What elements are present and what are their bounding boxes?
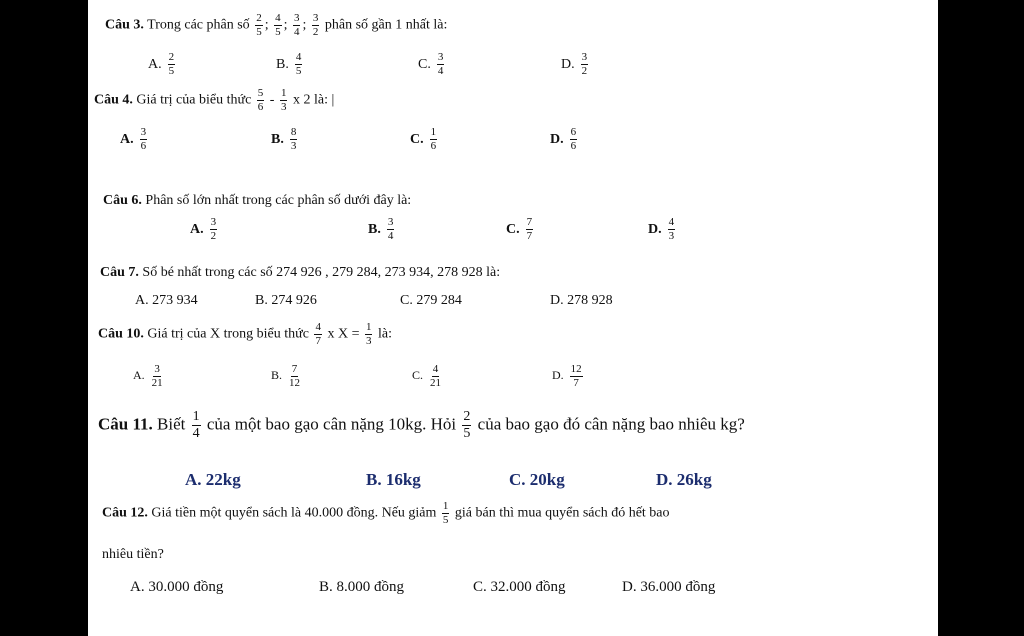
fraction: $\frac{4}{7}$: [315, 321, 321, 347]
option-c[interactable]: C. $\frac{1}{6}$: [410, 126, 437, 152]
question-label: Câu 12.: [102, 505, 148, 521]
fraction: $\frac{1}{3}$: [365, 321, 372, 347]
option-c[interactable]: C. 32.000 đồng: [473, 579, 566, 595]
fraction: $\frac{3}{4}$: [293, 12, 300, 38]
option-d[interactable]: D. 26kg: [656, 470, 712, 489]
question-7: [100, 266, 500, 280]
question-label: Câu 6.: [103, 193, 142, 208]
option-b[interactable]: B. $\frac{3}{4}$: [368, 216, 394, 242]
question-text: Giá trị của X trong biểu thức: [147, 326, 309, 342]
fraction: $\frac{3}{2}$: [312, 12, 319, 38]
option-d[interactable]: D. $\frac{6}{6}$: [550, 126, 577, 152]
option-b[interactable]: B. 274 926: [255, 293, 317, 308]
option-a[interactable]: A. 273 934: [135, 293, 198, 308]
question-text: Phân số lớn nhất trong các phân số dưới đây là:: [145, 193, 412, 208]
question-text: Biết: [157, 414, 186, 434]
option-a[interactable]: A. 22kg: [185, 470, 241, 489]
option-c[interactable]: C. 279 284: [400, 293, 462, 308]
question-text: là:: [377, 326, 392, 342]
question-6: [103, 194, 411, 208]
option-d[interactable]: D. 36.000 đồng: [622, 579, 716, 595]
option-b[interactable]: B. 16kg: [366, 470, 421, 489]
question-11: [98, 410, 745, 441]
option-c[interactable]: C. 20kg: [509, 470, 565, 489]
fraction: $\frac{2}{5}$: [256, 12, 262, 38]
question-text: Số bé nhất trong các số 274 926 , 279 284, 273 934, 278 928 là:: [142, 265, 501, 280]
question-text: của một bao gạo cân nặng 10kg. Hỏi: [206, 414, 457, 434]
option-c[interactable]: C. $\frac{7}{7}$: [506, 216, 533, 242]
fraction: $\frac{4}{5}$: [275, 12, 281, 38]
option-a[interactable]: A. $\frac{2}{5}$: [148, 51, 175, 77]
question-text: giá bán thì mua quyển sách đó hết bao: [454, 505, 670, 521]
worksheet-page: [88, 0, 938, 636]
option-d[interactable]: D. $\frac{12}{7}$: [552, 363, 582, 389]
question-text: phân số gần 1 nhất là:: [324, 17, 448, 33]
option-b[interactable]: B. $\frac{8}{3}$: [271, 126, 297, 152]
question-label: Câu 4.: [94, 92, 133, 108]
fraction: $\frac{2}{5}$: [463, 409, 471, 441]
question-4: Câu 4. Giá trị của biểu thức $\frac{5}{6}$ - $\frac{1}{3}$ x 2 là: |: [94, 87, 335, 113]
option-a[interactable]: A. 30.000 đồng: [130, 579, 224, 595]
option-c[interactable]: C. $\frac{4}{21}$: [412, 363, 442, 389]
option-a[interactable]: A. $\frac{3}{21}$: [133, 363, 163, 389]
fraction: $\frac{1}{3}$: [280, 87, 287, 113]
question-text: Giá tiền một quyển sách là 40.000 đồng. Nếu giảm: [151, 505, 437, 521]
question-text: Giá trị của biểu thức: [136, 92, 252, 108]
option-a[interactable]: A. $\frac{3}{2}$: [190, 216, 217, 242]
question-12: [102, 501, 670, 526]
question-text: Trong các phân số: [147, 17, 250, 33]
option-a[interactable]: A. $\frac{3}{6}$: [120, 126, 147, 152]
question-label: Câu 7.: [100, 265, 139, 280]
option-d[interactable]: D. $\frac{4}{3}$: [648, 216, 675, 242]
question-10: Câu 10. Giá trị của X trong biểu thức $\frac{4}{7}$ x X = $\frac{1}{3}$ là:: [98, 321, 392, 347]
option-b[interactable]: B. $\frac{4}{5}$: [276, 51, 302, 77]
option-b[interactable]: B. 8.000 đồng: [319, 579, 405, 595]
question-label: Câu 10.: [98, 326, 144, 342]
question-12-line2: nhiêu tiền?: [102, 547, 164, 562]
fraction: $\frac{1}{4}$: [192, 409, 200, 441]
question-text: của bao gạo đó cân nặng bao nhiêu kg?: [477, 414, 745, 434]
option-d[interactable]: D. 278 928: [550, 293, 613, 308]
fraction: $\frac{5}{6}$: [257, 87, 264, 113]
option-d[interactable]: D. $\frac{3}{2}$: [561, 51, 588, 77]
option-b[interactable]: B. $\frac{7}{12}$: [271, 363, 301, 389]
fraction: $\frac{1}{5}$: [442, 500, 449, 526]
question-label: Câu 3.: [105, 17, 144, 33]
question-3: Câu 3. Trong các phân số $\frac{2}{5}$ ; $\frac{4}{5}$ ; $\frac{3}{4}$ ; $\frac{3}{2}$ phân số gần 1 nhất là:: [105, 12, 448, 38]
question-label: Câu 11.: [98, 414, 153, 434]
option-c[interactable]: C. $\frac{3}{4}$: [418, 51, 444, 77]
question-text: x 2 là: |: [292, 92, 335, 108]
